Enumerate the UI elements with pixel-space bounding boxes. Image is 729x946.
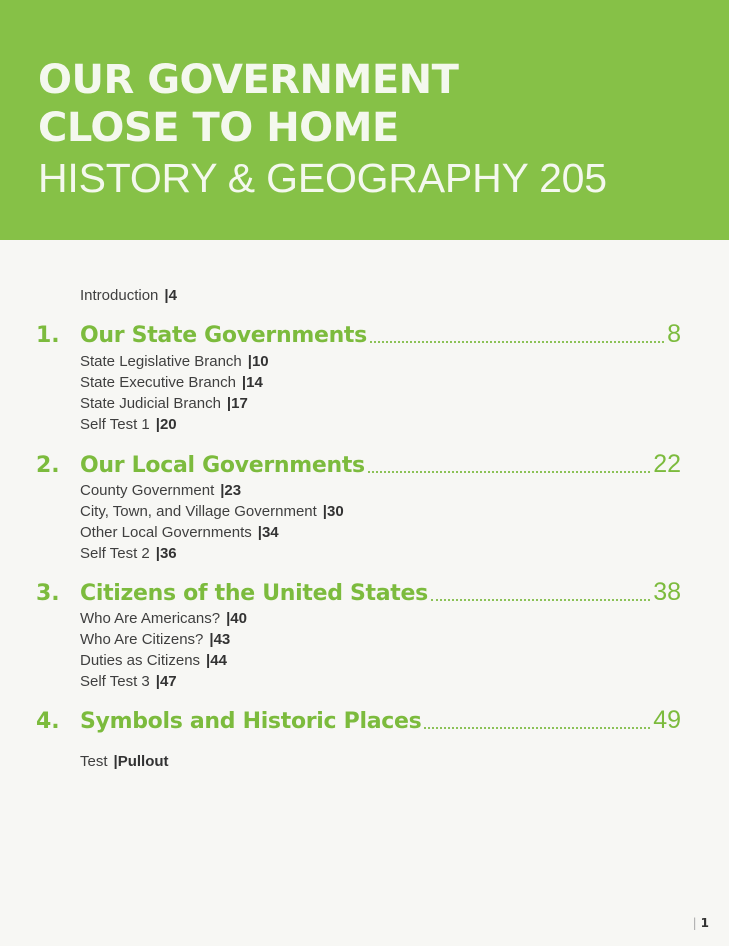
toc-entry[interactable] — [80, 482, 241, 500]
toc-entry[interactable] — [80, 631, 230, 649]
entry-label: Self Test 1 — [80, 416, 150, 433]
toc-entry[interactable] — [80, 374, 263, 392]
entry-label: Who Are Americans? — [80, 610, 221, 627]
unit-page: 49 — [653, 706, 681, 734]
toc-entry[interactable] — [80, 610, 247, 628]
unit-title: Our State Governments — [80, 323, 367, 348]
entry-page: |Pullout — [113, 753, 169, 770]
title-line-1: OUR GOVERNMENT — [38, 57, 459, 103]
toc-entry[interactable] — [80, 353, 269, 371]
entry-label: Test — [80, 753, 108, 770]
entry-page: |23 — [220, 482, 242, 499]
leader-dots — [370, 341, 664, 343]
subtitle: HISTORY & GEOGRAPHY 205 — [38, 155, 607, 201]
toc-entry[interactable] — [80, 503, 344, 521]
entry-page: |43 — [209, 631, 231, 648]
toc-entry-introduction[interactable] — [80, 287, 177, 305]
toc-unit-2[interactable] — [36, 450, 681, 480]
entry-label: State Judicial Branch — [80, 395, 221, 412]
entry-label: Self Test 3 — [80, 673, 150, 690]
entry-label: State Executive Branch — [80, 374, 236, 391]
entry-page: |40 — [226, 610, 247, 627]
unit-number: 4. — [36, 709, 60, 734]
title-line-2: CLOSE TO HOME — [38, 105, 399, 151]
entry-page: |30 — [322, 503, 344, 520]
unit-page: 8 — [667, 320, 681, 348]
entry-page: |4 — [164, 287, 177, 304]
entry-page: |44 — [206, 652, 227, 669]
toc-unit-4[interactable] — [36, 706, 681, 736]
title-banner — [0, 0, 729, 240]
page-number-value: 1 — [700, 916, 709, 930]
toc-unit-3[interactable] — [36, 578, 681, 608]
toc-entry[interactable] — [80, 416, 177, 434]
page-number-divider: | — [692, 916, 697, 930]
unit-number: 1. — [36, 323, 60, 348]
leader-dots — [368, 471, 650, 473]
entry-label: Other Local Governments — [80, 524, 252, 541]
entry-page: |47 — [155, 673, 177, 690]
leader-dots — [431, 599, 650, 601]
toc-unit-1[interactable] — [36, 320, 681, 350]
entry-page: |17 — [226, 395, 248, 412]
unit-title: Our Local Governments — [80, 453, 365, 478]
leader-dots — [424, 727, 650, 729]
toc-entry[interactable] — [80, 524, 279, 542]
toc-entry-test[interactable] — [80, 753, 169, 771]
entry-label: Duties as Citizens — [80, 652, 201, 669]
toc-entry[interactable] — [80, 673, 177, 691]
entry-page: |36 — [155, 545, 177, 562]
entry-label: City, Town, and Village Government — [80, 503, 317, 520]
unit-number: 3. — [36, 581, 60, 606]
page-number — [693, 916, 709, 930]
toc-entry[interactable] — [80, 652, 227, 670]
unit-title: Symbols and Historic Places — [80, 709, 422, 734]
unit-page: 22 — [653, 450, 681, 478]
entry-page: |14 — [241, 374, 263, 391]
entry-label: State Legislative Branch — [80, 353, 242, 370]
entry-page: |20 — [155, 416, 177, 433]
entry-label: Introduction — [80, 287, 159, 304]
unit-title: Citizens of the United States — [80, 581, 428, 606]
unit-page: 38 — [653, 578, 681, 606]
entry-page: |10 — [247, 353, 269, 370]
unit-number: 2. — [36, 453, 60, 478]
toc-entry[interactable] — [80, 395, 248, 413]
entry-label: County Government — [80, 482, 215, 499]
entry-page: |34 — [257, 524, 279, 541]
entry-label: Self Test 2 — [80, 545, 150, 562]
toc-entry[interactable] — [80, 545, 177, 563]
entry-label: Who Are Citizens? — [80, 631, 204, 648]
